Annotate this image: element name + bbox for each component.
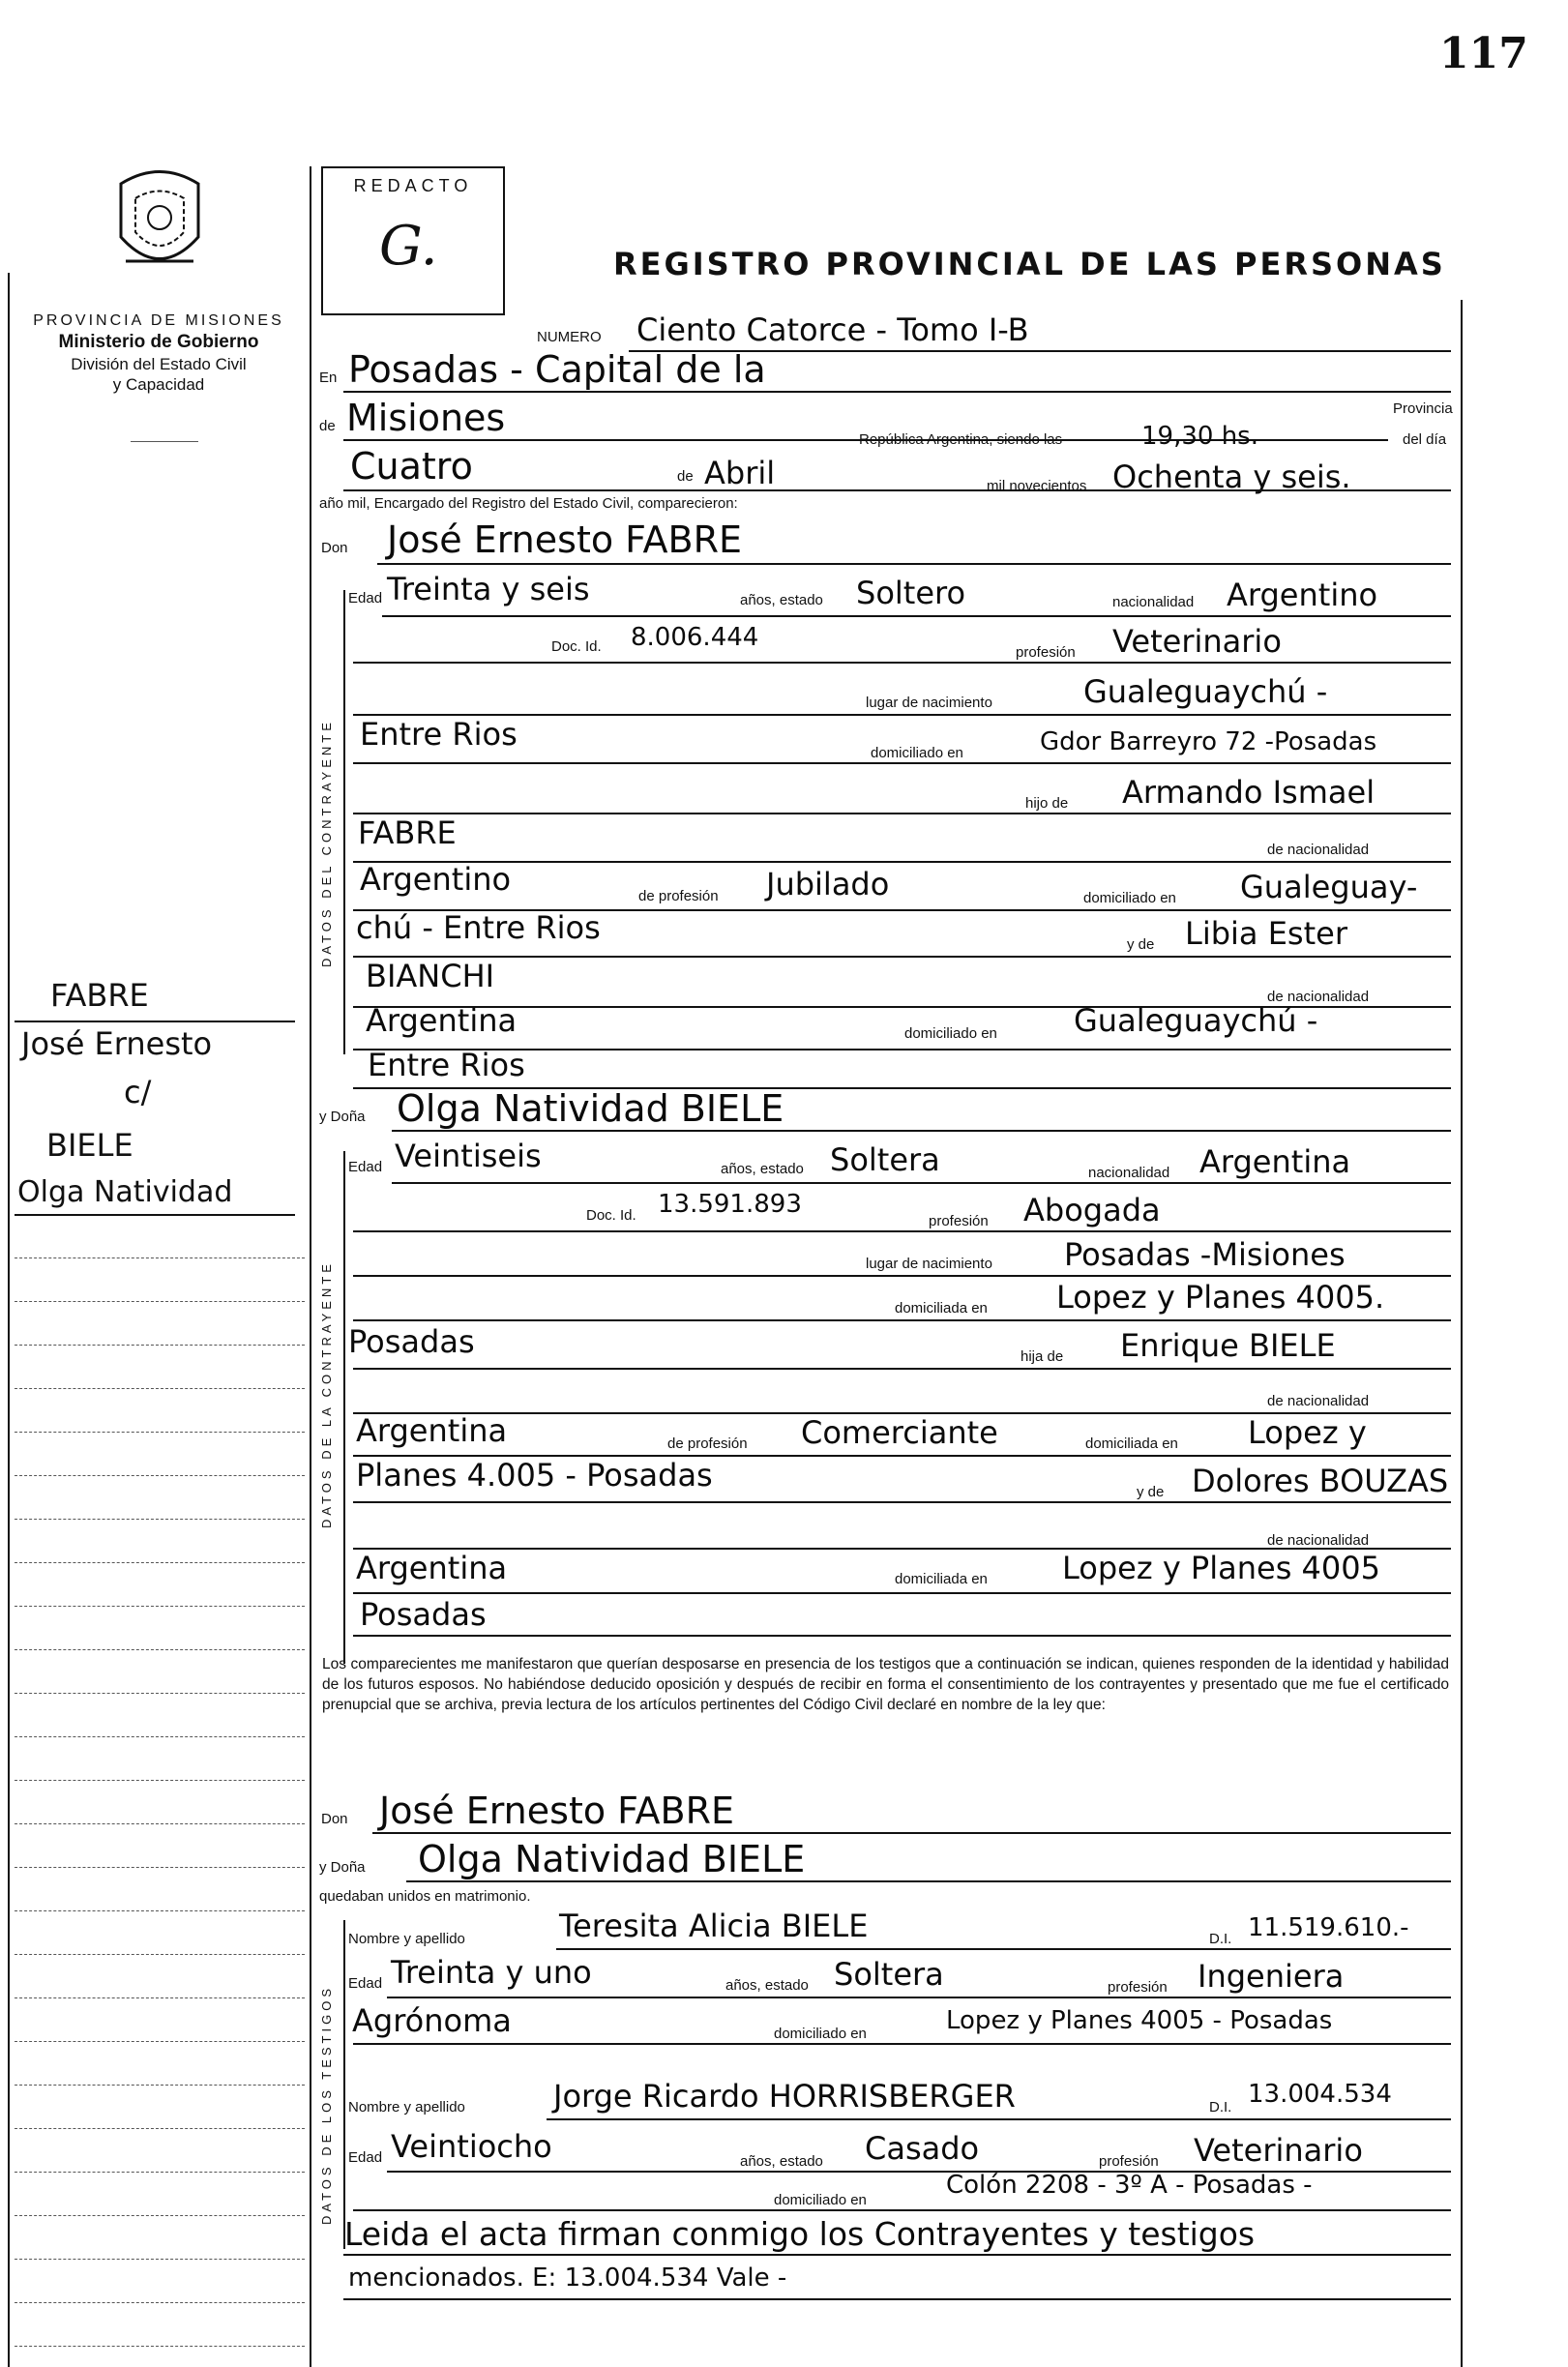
contrayenta-estado: Soltera: [830, 1141, 940, 1178]
underline: [353, 1501, 1451, 1503]
underline: [382, 615, 1451, 617]
contrayente-madre: Libia Ester: [1185, 915, 1347, 952]
side-label-contrayente: DATOS DEL CONTRAYENTE: [319, 719, 334, 967]
section-border-1: [343, 590, 345, 1054]
contrayente-madre-2: BIANCHI: [366, 958, 495, 994]
underline: [377, 563, 1451, 565]
label-don: Don: [321, 1811, 348, 1827]
contrayenta-domicilio-2: Posadas: [348, 1323, 475, 1360]
testigo-1-estado: Soltera: [834, 1956, 944, 1993]
label-anos-estado: años, estado: [725, 1977, 809, 1994]
label-domiciliado-en: domiciliado en: [1083, 890, 1176, 906]
underline: [392, 1182, 1451, 1184]
underline: [353, 1368, 1451, 1370]
closing-line-1: Leida el acta firman conmigo los Contrayentes y testigos: [344, 2215, 1256, 2253]
label-domiciliada-en: domiciliada en: [1085, 1435, 1178, 1452]
left-border: [8, 273, 10, 2367]
contrayente-padre-2: FABRE: [358, 814, 457, 851]
margin-line-4: BIELE: [46, 1127, 133, 1164]
label-anos-estado: años, estado: [740, 2153, 823, 2170]
underline: [353, 956, 1451, 958]
contrayente-padre-profesion: Jubilado: [766, 866, 890, 902]
contrayente-madre-nacionalidad: Argentina: [366, 1002, 518, 1039]
underline: [406, 1880, 1451, 1882]
label-de-nacionalidad: de nacionalidad: [1267, 989, 1370, 1005]
contrayente-doc: 8.006.444: [631, 623, 759, 652]
label-edad: Edad: [348, 2149, 383, 2166]
ministry-header: [8, 311, 310, 395]
document-title: REGISTRO PROVINCIAL DE LAS PERSONAS: [613, 246, 1446, 282]
contrayenta-padre-domicilio-2: Planes 4.005 - Posadas: [356, 1457, 713, 1494]
label-republica: República Argentina, siendo las: [859, 431, 1063, 448]
label-ano: año mil, Encargado del Registro del Estado Civil, comparecieron:: [319, 495, 738, 512]
margin-line: [15, 2128, 305, 2129]
contrayente-nombre: José Ernesto FABRE: [387, 518, 743, 561]
contrayenta-profesion: Abogada: [1023, 1192, 1161, 1228]
label-numero: NUMERO: [537, 329, 602, 345]
margin-line: [15, 1867, 305, 1868]
margin-line: [15, 1519, 305, 1520]
margin-line: [15, 2215, 305, 2216]
label-doc-id: Doc. Id.: [586, 1207, 636, 1224]
contrayenta-madre-domicilio: Lopez y Planes 4005: [1062, 1550, 1380, 1586]
margin-line: [15, 2346, 305, 2347]
declaration-dona: Olga Natividad BIELE: [418, 1838, 806, 1880]
underline: [343, 391, 1451, 393]
label-domiciliado-en: domiciliado en: [871, 745, 963, 761]
contrayente-padre: Armando Ismael: [1122, 774, 1376, 811]
form-left-border: [310, 166, 311, 2367]
underline: [353, 1319, 1451, 1321]
label-mil-novecientos: mil novecientos: [987, 478, 1087, 494]
testigo-2-di: 13.004.534: [1248, 2080, 1392, 2109]
margin-line: [15, 2085, 305, 2086]
label-nombre-apellido: Nombre y apellido: [348, 1931, 465, 1947]
label-de-profesion: de profesión: [667, 1435, 748, 1452]
contrayenta-madre-nacionalidad: Argentina: [356, 1550, 508, 1586]
label-de: de: [319, 418, 336, 434]
margin-line: [15, 1997, 305, 1998]
margin-line: [15, 1301, 305, 1302]
underline: [343, 2254, 1451, 2256]
label-domiciliado-en: domiciliado en: [904, 1025, 997, 1042]
label-lugar-nacimiento: lugar de nacimiento: [866, 1256, 992, 1272]
acta-provincia: Misiones: [346, 397, 506, 439]
contrayenta-padre-domicilio: Lopez y: [1248, 1414, 1367, 1451]
redacto-signature: G.: [379, 215, 438, 278]
margin-line: [15, 1606, 305, 1607]
division-name: División del Estado Civil: [71, 354, 247, 373]
acta-hora: 19,30 hs.: [1141, 422, 1258, 451]
page-number: 117: [1439, 29, 1528, 78]
declaration-paragraph: Los comparecientes me manifestaron que querían desposarse en presencia de los testigos que a continuación se indican, quienes responden de la identidad y habilidad de los futuros esposos. No habiéndose deducido oposición y después de recibir en forma el consentimiento de los contrayentes y presentado que me fue el certificado prenupcial que se archiva, previa lectura de los artículos pertinentes del Código Civil declaré en nombre de la ley que:: [322, 1656, 1449, 1713]
contrayente-domicilio: Gdor Barreyro 72 -Posadas: [1040, 727, 1377, 756]
acta-anio: Ochenta y seis.: [1112, 459, 1351, 495]
label-de-mes: de: [677, 468, 694, 485]
label-domiciliado-en: domiciliado en: [774, 2026, 867, 2042]
label-di: D.I.: [1209, 2099, 1232, 2116]
contrayente-padre-domicilio-2: chú - Entre Rios: [356, 909, 601, 946]
label-profesion: profesión: [1016, 644, 1076, 661]
label-nacionalidad: nacionalidad: [1112, 594, 1195, 610]
testigo-2-edad: Veintiocho: [391, 2128, 552, 2165]
contrayente-madre-domicilio: Gualeguaychú -: [1074, 1002, 1318, 1039]
label-de-profesion: de profesión: [638, 888, 719, 904]
contrayente-lugar-nacimiento: Gualeguaychú -: [1083, 673, 1328, 710]
contrayente-edad: Treinta y seis: [387, 571, 590, 607]
contrayenta-madre: Dolores BOUZAS: [1192, 1463, 1449, 1499]
testigo-1-domicilio: Lopez y Planes 4005 - Posadas: [946, 2006, 1333, 2035]
contrayenta-padre-profesion: Comerciante: [801, 1414, 998, 1451]
contrayente-padre-nacionalidad: Argentino: [360, 861, 512, 898]
label-edad: Edad: [348, 1159, 383, 1175]
label-de-nacionalidad: de nacionalidad: [1267, 1393, 1370, 1409]
form-right-border: [1461, 300, 1463, 2367]
underline: [353, 1275, 1451, 1277]
margin-line: [15, 1388, 305, 1389]
label-nacionalidad: nacionalidad: [1088, 1165, 1170, 1181]
label-domiciliada-en: domiciliada en: [895, 1571, 988, 1587]
underline: [353, 1635, 1451, 1637]
margin-line: [15, 1562, 305, 1563]
margin-line: [15, 1257, 305, 1258]
label-quedaban: quedaban unidos en matrimonio.: [319, 1888, 531, 1905]
contrayente-padre-domicilio: Gualeguay-: [1240, 869, 1418, 905]
label-hija-de: hija de: [1021, 1348, 1064, 1365]
margin-underline: [15, 1214, 295, 1216]
province-name: PROVINCIA DE MISIONES: [33, 312, 284, 329]
contrayenta-nombre: Olga Natividad BIELE: [397, 1087, 784, 1130]
testigo-1-di: 11.519.610.-: [1248, 1913, 1409, 1942]
testigo-2-nombre: Jorge Ricardo HORRISBERGER: [553, 2078, 1016, 2115]
margin-line: [15, 2041, 305, 2042]
label-profesion: profesión: [1099, 2153, 1159, 2170]
underline: [353, 662, 1451, 664]
acta-mes: Abril: [704, 455, 776, 491]
margin-line: [15, 1954, 305, 1955]
redacto-box: [321, 166, 505, 315]
margin-line-2: José Ernesto: [21, 1025, 213, 1062]
contrayenta-nacionalidad: Argentina: [1199, 1143, 1351, 1180]
underline: [353, 813, 1451, 814]
contrayenta-padre-nacionalidad: Argentina: [356, 1412, 508, 1449]
provincial-seal-icon: [106, 164, 213, 281]
margin-line: [15, 1823, 305, 1824]
testigo-1-profesion: Ingeniera: [1198, 1958, 1345, 1995]
side-label-contrayenta: DATOS DE LA CONTRAYENTE: [319, 1260, 334, 1528]
contrayenta-edad: Veintiseis: [395, 1138, 542, 1174]
contrayente-nacionalidad: Argentino: [1227, 577, 1378, 613]
label-y-de: y de: [1127, 936, 1155, 953]
underline: [343, 2298, 1451, 2300]
label-edad: Edad: [348, 1975, 383, 1992]
margin-line: [15, 1345, 305, 1346]
label-profesion: profesión: [1108, 1979, 1168, 1996]
margin-line: [15, 2259, 305, 2260]
label-del-dia: del día: [1403, 431, 1447, 448]
testigo-2-profesion: Veterinario: [1194, 2132, 1363, 2169]
label-anos-estado: años, estado: [721, 1161, 804, 1177]
margin-line-1: FABRE: [50, 977, 149, 1014]
label-de-nacionalidad: de nacionalidad: [1267, 1532, 1370, 1549]
underline: [547, 2118, 1451, 2120]
contrayente-madre-domicilio-2: Entre Rios: [368, 1047, 525, 1083]
contrayenta-doc: 13.591.893: [658, 1190, 802, 1219]
closing-line-2: mencionados. E: 13.004.534 Vale -: [348, 2263, 787, 2293]
margin-line: [15, 1475, 305, 1476]
testigo-2-estado: Casado: [865, 2130, 980, 2167]
label-anos-estado: años, estado: [740, 592, 823, 608]
underline: [353, 762, 1451, 764]
label-di: D.I.: [1209, 1931, 1232, 1947]
margin-line-3: c/: [124, 1074, 152, 1110]
declaration-don: José Ernesto FABRE: [379, 1790, 735, 1832]
margin-line: [15, 1910, 305, 1911]
label-domiciliado-en: domiciliado en: [774, 2192, 867, 2208]
margin-line: [15, 2302, 305, 2303]
testigo-1-edad: Treinta y uno: [391, 1954, 592, 1991]
contrayenta-lugar-nacimiento: Posadas -Misiones: [1064, 1236, 1346, 1273]
label-en: En: [319, 370, 338, 386]
contrayenta-padre: Enrique BIELE: [1120, 1327, 1336, 1364]
section-border-2: [343, 1151, 345, 1664]
label-don: Don: [321, 540, 348, 556]
acta-dia: Cuatro: [350, 445, 473, 488]
header-divider: [131, 441, 198, 442]
underline: [353, 2209, 1451, 2211]
label-domiciliada-en: domiciliada en: [895, 1300, 988, 1317]
contrayenta-domicilio: Lopez y Planes 4005.: [1056, 1279, 1385, 1316]
label-y-de: y de: [1137, 1484, 1165, 1500]
underline: [353, 714, 1451, 716]
testigo-1-nombre: Teresita Alicia BIELE: [559, 1908, 869, 1944]
margin-underline: [15, 1021, 295, 1022]
redacto-label: REDACTO: [353, 176, 473, 195]
label-provincia: Provincia: [1393, 400, 1453, 417]
underline: [353, 861, 1451, 863]
margin-line: [15, 1780, 305, 1781]
label-lugar-nacimiento: lugar de nacimiento: [866, 695, 992, 711]
contrayente-estado: Soltero: [856, 575, 966, 611]
testigo-2-domicilio: Colón 2208 - 3º A - Posadas -: [946, 2171, 1313, 2200]
margin-line: [15, 2172, 305, 2173]
underline: [556, 1948, 1451, 1950]
acta-lugar: Posadas - Capital de la: [348, 348, 766, 391]
underline: [353, 1592, 1451, 1594]
label-de-nacionalidad: de nacionalidad: [1267, 842, 1370, 858]
section-border-3: [343, 1920, 345, 2249]
underline: [392, 1130, 1451, 1132]
testigo-1-profesion-2: Agrónoma: [352, 2002, 512, 2039]
label-y-dona: y Doña: [319, 1109, 366, 1125]
margin-line-5: Olga Natividad: [17, 1175, 233, 1209]
label-y-dona: y Doña: [319, 1859, 366, 1876]
label-nombre-apellido: Nombre y apellido: [348, 2099, 465, 2116]
label-doc-id: Doc. Id.: [551, 638, 602, 655]
margin-line: [15, 1432, 305, 1433]
contrayenta-madre-domicilio-2: Posadas: [360, 1596, 487, 1633]
acta-numero: Ciento Catorce - Tomo I-B: [636, 311, 1029, 348]
underline: [353, 2043, 1451, 2045]
contrayente-lugar-nacimiento-2: Entre Rios: [360, 716, 518, 753]
label-edad: Edad: [348, 590, 383, 607]
ministry-name: Ministerio de Gobierno: [58, 332, 259, 352]
underline: [343, 489, 1451, 491]
margin-line: [15, 1649, 305, 1650]
margin-line: [15, 1736, 305, 1737]
underline: [372, 1832, 1451, 1834]
side-label-testigos: DATOS DE LOS TESTIGOS: [319, 1985, 334, 2225]
margin-line: [15, 1693, 305, 1694]
contrayente-profesion: Veterinario: [1112, 623, 1282, 660]
underline: [353, 1230, 1451, 1232]
underline: [387, 1997, 1451, 1998]
division-name-2: y Capacidad: [112, 375, 205, 394]
label-hijo-de: hijo de: [1025, 795, 1069, 812]
label-profesion: profesión: [929, 1213, 989, 1229]
